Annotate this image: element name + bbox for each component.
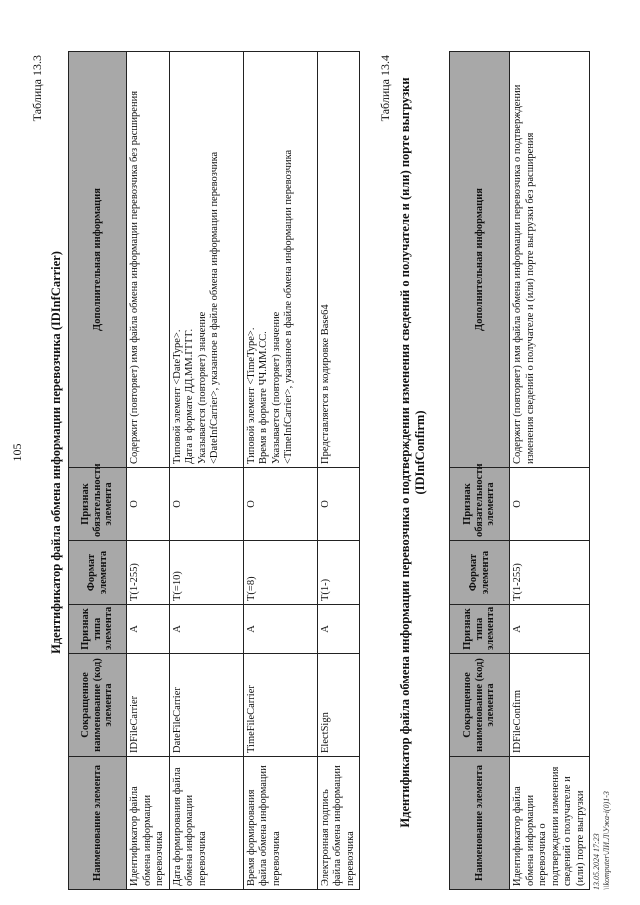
- info-line: Типовой элемент <TimeType>.: [245, 327, 257, 464]
- header-type: Признак типа элемента: [69, 605, 127, 654]
- cell-type: А: [127, 605, 170, 654]
- info-line: Дата в формате ДД.ММ.ГГГГ.: [184, 328, 195, 464]
- table-row: [243, 52, 317, 890]
- cell-additional-info: Содержит (повторяет) имя файла обмена информации перевозчика о подтверждении изменения сведений о получателе и (или) порте выгрузки без расширения: [510, 52, 590, 468]
- table-header-row: [450, 52, 510, 890]
- cell-type: А: [510, 605, 590, 654]
- footer-path: \\komputer\ЛИ.Л\Ужа-i(0)1-3: [602, 791, 611, 890]
- info-line: <TimeInfCarrier>, указанное в файле обмена информации перевозчика: [283, 149, 294, 464]
- header-short-code: Сокращенное наименование (код) элемента: [69, 654, 127, 757]
- cell-element-name: Время формирования файла обмена информации перевозчика: [243, 757, 317, 890]
- cell-additional-info: [169, 52, 243, 468]
- cell-format: T(=10): [169, 541, 243, 605]
- cell-required: О: [243, 468, 317, 541]
- cell-type: А: [317, 605, 360, 654]
- cell-short-code: DateFileCarrier: [169, 654, 243, 757]
- header-additional-info: Дополнительная информация: [69, 52, 127, 468]
- table-13-3-caption: Идентификатор файла обмена информации перевозчика (IDInfCarrier): [49, 251, 63, 654]
- table-13-3: [68, 51, 360, 890]
- cell-format: T(=8): [243, 541, 317, 605]
- info-line: Указывается (повторяет) значение: [270, 311, 282, 464]
- header-element-name: Наименование элемента: [69, 757, 127, 890]
- header-element-name: Наименование элемента: [450, 757, 510, 890]
- table-13-3-label: Таблица 13.3: [30, 55, 44, 122]
- header-required: Признак обязательности элемента: [69, 468, 127, 541]
- header-short-code: Сокращенное наименование (код) элемента: [450, 654, 510, 757]
- cell-element-name: Идентификатор файла обмена информации перевозчика: [127, 757, 170, 890]
- cell-element-name: Электронная подпись файла обмена информации перевозчика: [317, 757, 360, 890]
- caption-line: (IDInfConfirm): [413, 410, 427, 495]
- info-line: Типовой элемент <DateType>.: [171, 329, 183, 464]
- table-row: [127, 52, 170, 890]
- cell-type: А: [243, 605, 317, 654]
- cell-short-code: ElectSign: [317, 654, 360, 757]
- header-additional-info: Дополнительная информация: [450, 52, 510, 468]
- info-line: Время в формате ЧЧ.ММ.СС.: [258, 331, 269, 464]
- cell-required: О: [317, 468, 360, 541]
- cell-format: T(1-): [317, 541, 360, 605]
- cell-required: О: [510, 468, 590, 541]
- cell-short-code: IDFileConfirm: [510, 654, 590, 757]
- table-13-4-caption: [398, 0, 428, 905]
- table-row: [169, 52, 243, 890]
- table-header-row: [69, 52, 127, 890]
- footer-stamp: [592, 630, 612, 890]
- header-format: Формат элемента: [69, 541, 127, 605]
- table-13-4-label: Таблица 13.4: [378, 55, 392, 122]
- caption-line: Идентификатор файла обмена информации перевозчика о подтверждении изменения сведений о получателе и (или) порте выгрузки: [398, 77, 412, 828]
- info-line: <DateInfCarrier>, указанное в файле обмена информации перевозчика: [209, 151, 220, 464]
- cell-short-code: IDFileCarrier: [127, 654, 170, 757]
- cell-format: T(1-255): [510, 541, 590, 605]
- cell-format: T(1-255): [127, 541, 170, 605]
- cell-short-code: TimeFileCarrier: [243, 654, 317, 757]
- table-13-4: [449, 51, 590, 890]
- cell-additional-info: [243, 52, 317, 468]
- cell-additional-info: Содержит (повторяет) имя файла обмена информации перевозчика без расширения: [127, 52, 170, 468]
- table-row: [317, 52, 360, 890]
- footer-date: 13.05.2024 17:23: [592, 833, 601, 890]
- cell-required: О: [127, 468, 170, 541]
- header-required: Признак обязательности элемента: [450, 468, 510, 541]
- header-type: Признак типа элемента: [450, 605, 510, 654]
- page-number: 105: [10, 443, 24, 462]
- header-format: Формат элемента: [450, 541, 510, 605]
- cell-additional-info: Представляется в кодировке Base64: [317, 52, 360, 468]
- info-line: Указывается (повторяет) значение: [196, 311, 208, 464]
- cell-type: А: [169, 605, 243, 654]
- cell-element-name: Дата формирования файла обмена информации перевозчика: [169, 757, 243, 890]
- cell-element-name: Идентификатор файла обмена информации перевозчика о подтверждении изменения сведений о получателе и (или) порте выгрузки: [510, 757, 590, 890]
- cell-required: О: [169, 468, 243, 541]
- table-row: [510, 52, 590, 890]
